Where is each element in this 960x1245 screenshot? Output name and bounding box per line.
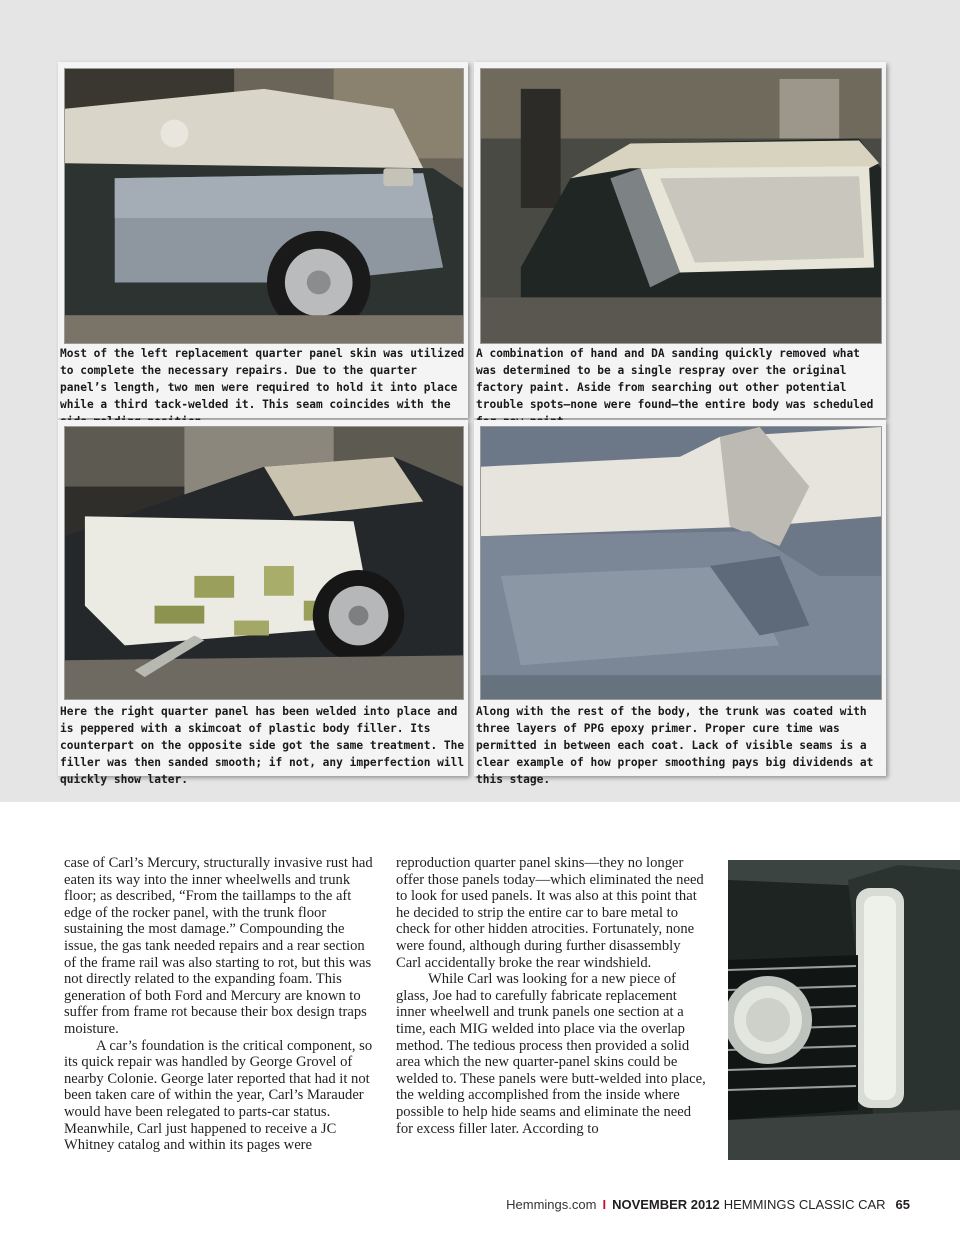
- photo-panel-bottom-left: [58, 420, 468, 786]
- footer-magazine: HEMMINGS CLASSIC CAR: [723, 1197, 886, 1212]
- photo-quarter-panel-left: [64, 68, 464, 344]
- article-paragraph: case of Carl’s Mercury, structurally invasive rust had eaten its way into the inner wheelwells and trunk floor; as described, “From the taillamps to the aft edge of the rocker panel, with the trunk floor sustaining the most damage.” Compounding the issue, the gas tank needed repairs and a rear section of the frame rail was also starting to rot, but this was not directly related to the expanding foam. This generation of both Ford and Mercury are known to suffer from frame rot because their box design traps moisture.: [64, 855, 373, 1037]
- page-footer: [506, 1197, 910, 1212]
- photo-panel-top-left: [58, 62, 468, 418]
- photo-panel-top-right: [474, 62, 886, 418]
- caption-top-right: A combination of hand and DA sanding quickly removed what was determined to be a single respray over the original factory paint. Aside from searching out other potential trouble spots—none were found—the entire body was scheduled: [476, 347, 874, 411]
- footer-site: Hemmings.com: [506, 1197, 597, 1212]
- caption-bottom-right: Along with the rest of the body, the trunk was coated with three layers of PPG epoxy primer. Proper cure time was permitted in between each coat. Lack of visible seams is a clear example of how proper smoothing pays big dividends at this stage.: [476, 705, 874, 786]
- photo-panel-bottom-right: [474, 420, 886, 786]
- footer-date: NOVEMBER 2012: [612, 1197, 720, 1212]
- footer-separator: I: [602, 1197, 607, 1212]
- photo-sanded-roof: [480, 68, 882, 344]
- caption-bottom-left: Here the right quarter panel has been welded into place and is peppered with a skimcoat of plastic body filler. Its counterpart on the opposite side got the same treatment. The filler was then sanded smooth; if not, any imperfection will quickly show later.: [60, 705, 465, 786]
- article-column-1: [64, 855, 376, 1154]
- article-paragraph: While Carl was looking for a new piece of glass, Joe had to carefully fabricate replacement inner wheelwell and trunk panels one section at a time, each MIG welded into place via the overlap method. The tedious process then provided a solid area which the new quarter-panel skins could be welded to. These panels were butt-welded into place, the welding accomplished from the inside where possible to help hide seams and eliminate the need for excess filler later. According to: [396, 971, 706, 1137]
- article-paragraph: A car’s foundation is the critical component, so its quick repair was handled by George Grovel of nearby Colonie. George later reported that had it not been taken care of within the year, Carl’s Marauder would have been relegated to parts-car status. Meanwhile, Carl just happened to receive a JC Whitney catalog and within its pages were: [64, 1037, 373, 1154]
- article-column-2: [396, 855, 708, 1137]
- caption-top-left: Most of the left replacement quarter panel skin was utilized to complete the necessary repairs. Due to the quarter panel’s length, two men were required to hold it into place while a third tack-welded it. This seam coincides with the: [60, 347, 465, 411]
- photo-headlight-detail: [728, 860, 960, 1160]
- article-paragraph: reproduction quarter panel skins—they no longer offer those panels today—which eliminated the need to look for used panels. It was also at this point that he decided to strip the entire car to bare metal to check for other hidden atrocities. Fortunately, none were found, although during further disassembly Carl accidentally broke the rear windshield.: [396, 855, 704, 971]
- photo-body-filler: [64, 426, 464, 700]
- page-number: 65: [895, 1197, 910, 1212]
- photo-primed-trunk: [480, 426, 882, 700]
